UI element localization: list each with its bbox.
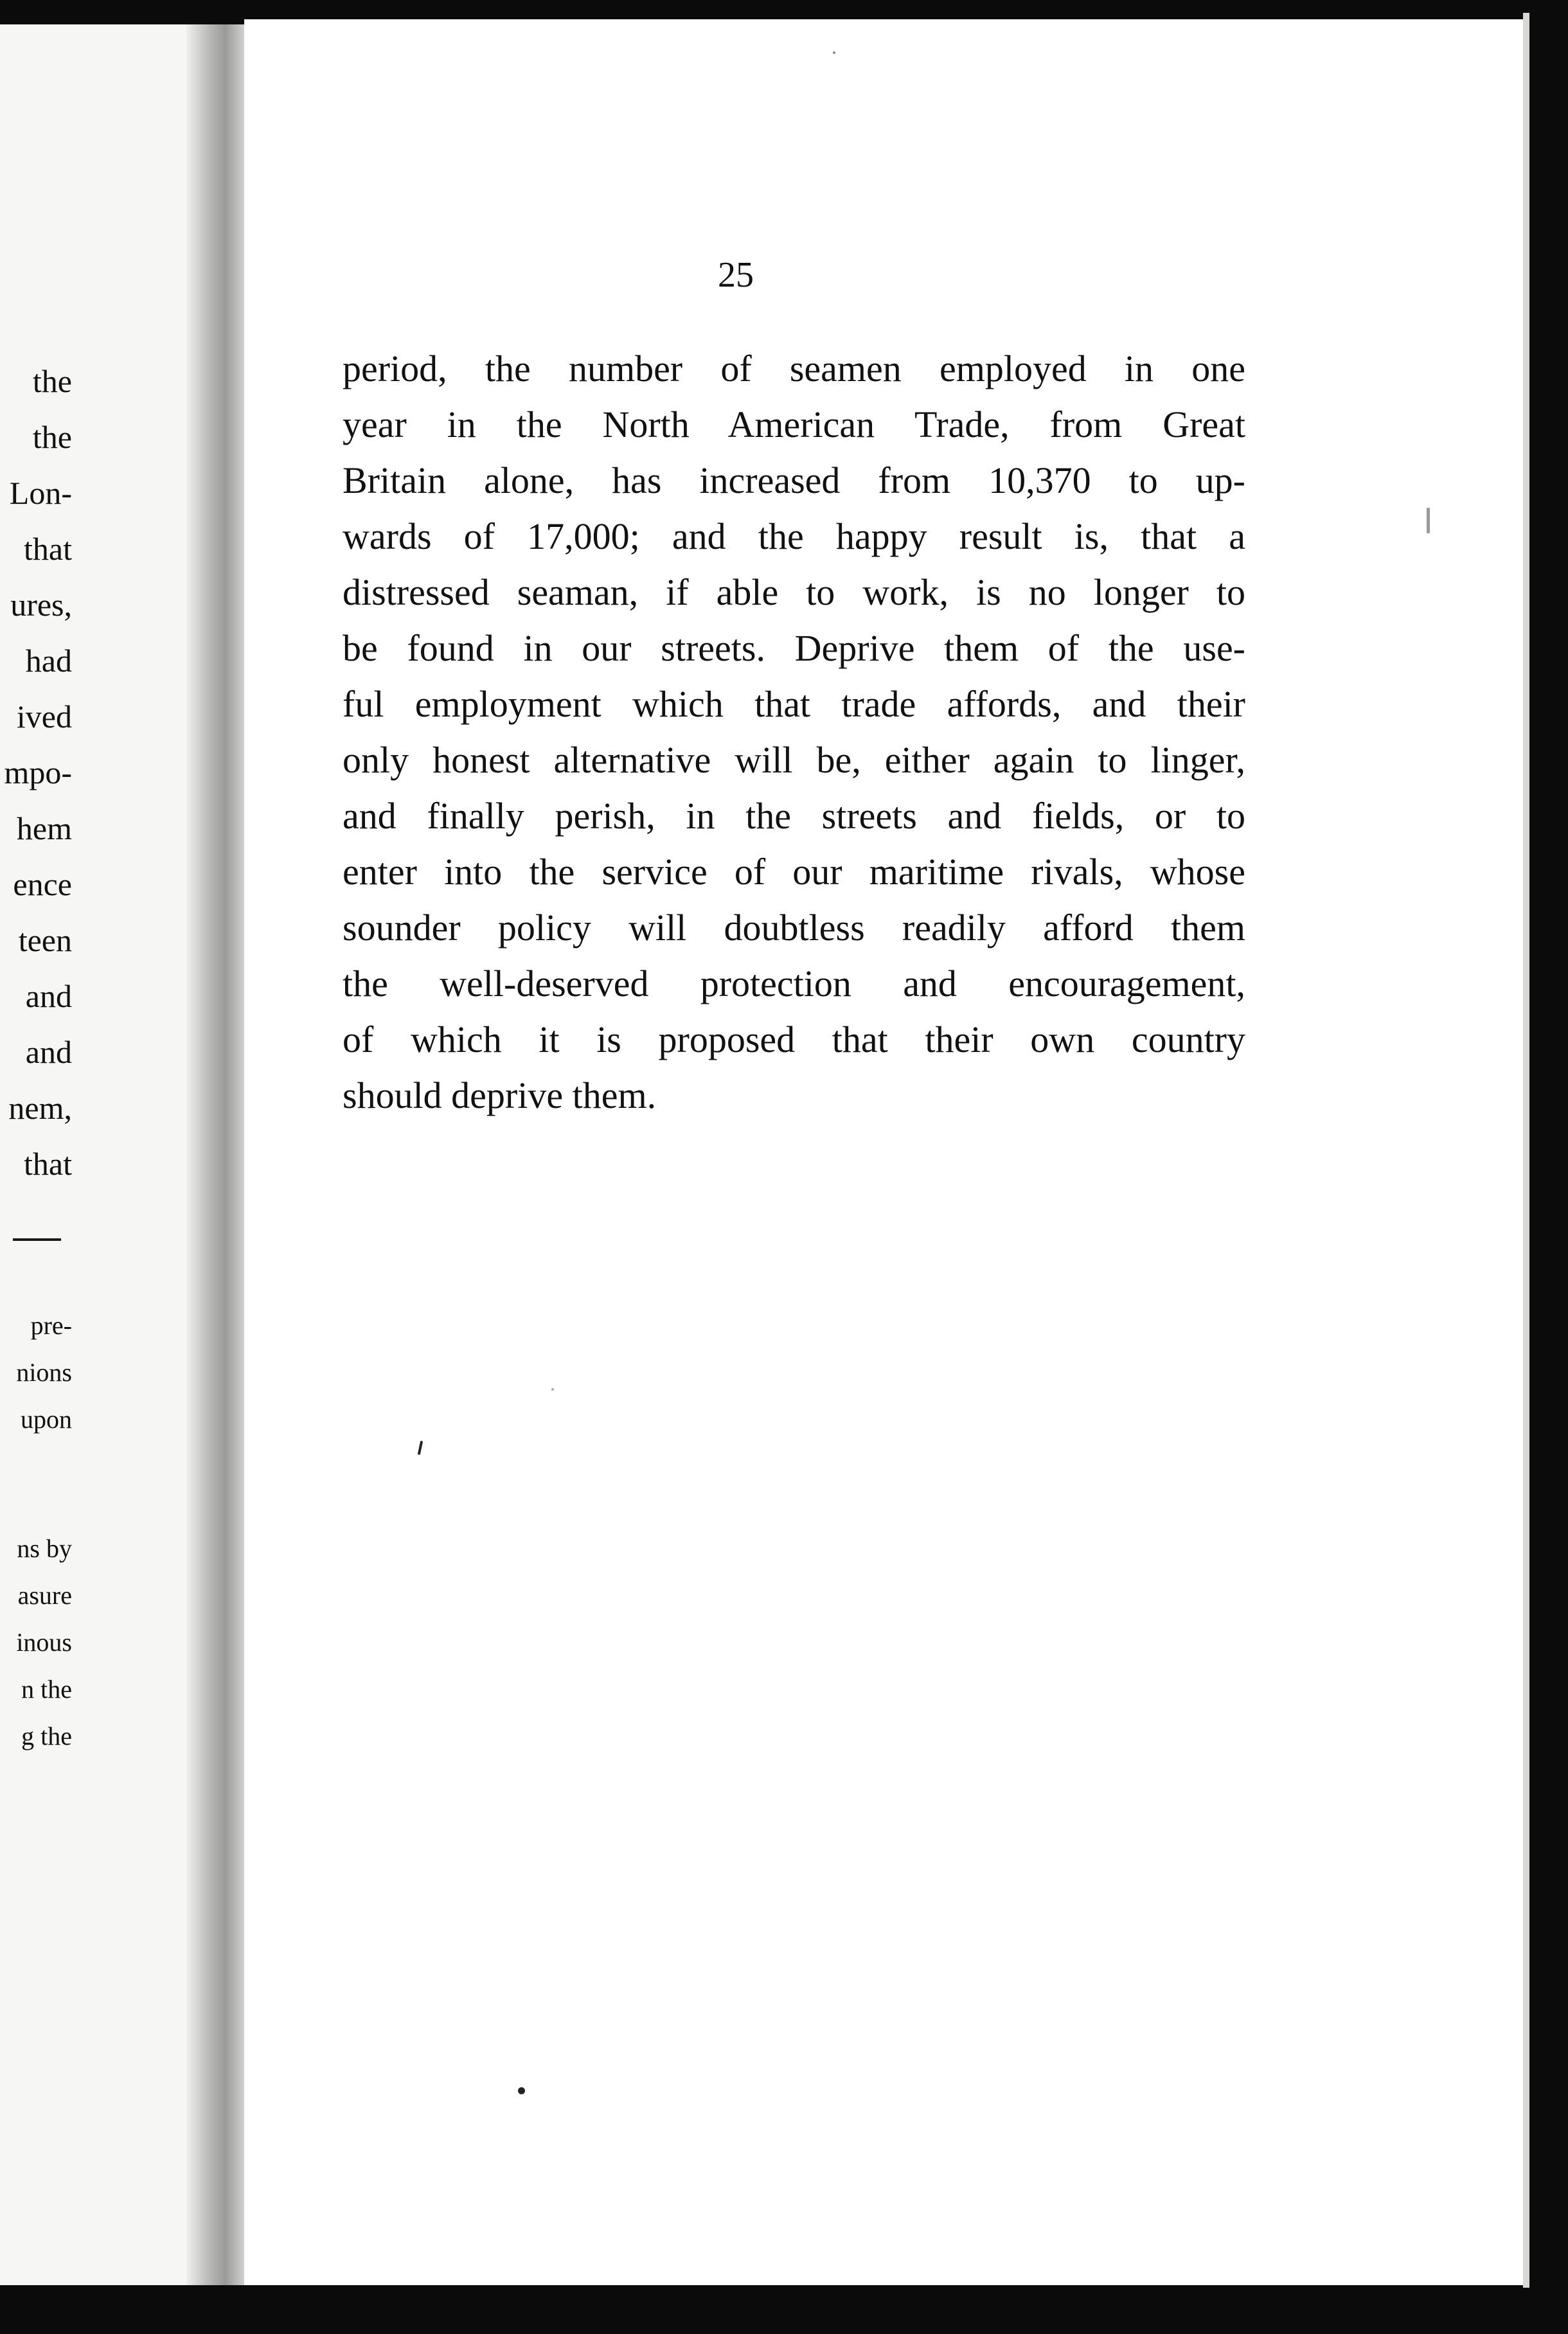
previous-page-footnote-line: g the — [21, 1722, 72, 1750]
text-line: period, the number of seamen employed in one — [343, 348, 1245, 389]
previous-page-text-fragments — [0, 24, 72, 2285]
text-line: the well-deserved protection and encouragement, — [343, 963, 1245, 1004]
previous-page-line: ence — [13, 866, 72, 902]
previous-page-line: nem, — [8, 1090, 72, 1126]
previous-page-footnote-line: n the — [21, 1675, 72, 1704]
body-paragraph — [343, 341, 1245, 1123]
previous-page-footnote-line: upon — [21, 1405, 72, 1434]
text-line: Britain alone, has increased from 10,370 to up- — [343, 459, 1245, 501]
previous-page-line: and — [25, 1034, 72, 1070]
previous-page-footnote-line: pre- — [30, 1311, 72, 1340]
text-line: should deprive them. — [343, 1074, 657, 1116]
text-line: only honest alternative will be, either again to linger, — [343, 739, 1245, 781]
previous-page-line: had — [25, 643, 72, 679]
dust-speck — [551, 1388, 554, 1391]
page-edge — [1523, 13, 1529, 2288]
previous-page-line: the — [32, 363, 72, 399]
previous-page-line: teen — [18, 922, 72, 958]
text-line: wards of 17,000; and the happy result is, that a — [343, 515, 1245, 557]
previous-page-line: ived — [16, 699, 72, 735]
previous-page-line: that — [24, 531, 72, 567]
text-line: and finally perish, in the streets and fields, or to — [343, 795, 1245, 837]
text-line: enter into the service of our maritime rivals, whose — [343, 851, 1245, 893]
dust-speck — [518, 2087, 525, 2094]
footnote-rule — [13, 1238, 61, 1241]
text-line: sounder policy will doubtless readily afford them — [343, 907, 1245, 949]
dust-speck — [1427, 508, 1430, 533]
previous-page-footnote-line: ns by — [17, 1534, 72, 1563]
previous-page — [0, 24, 212, 2285]
scan-border — [1529, 0, 1568, 2334]
previous-page-line: hem — [16, 810, 72, 846]
text-line: ful employment which that trade affords, and their — [343, 683, 1245, 725]
previous-page-line: ures, — [10, 587, 72, 623]
previous-page-line: the — [32, 419, 72, 455]
previous-page-footnote-line: inous — [16, 1628, 72, 1657]
previous-page-line: that — [24, 1146, 72, 1182]
previous-page-line: mpo- — [4, 754, 72, 790]
text-line: of which it is proposed that their own country — [343, 1019, 1245, 1060]
previous-page-footnote-line: nions — [16, 1358, 72, 1387]
previous-page-footnote-line: asure — [17, 1581, 72, 1610]
text-line: year in the North American Trade, from Great — [343, 404, 1245, 445]
previous-page-line: Lon- — [9, 475, 72, 511]
dust-speck — [833, 51, 835, 54]
previous-page-line: and — [25, 978, 72, 1014]
page-number: 25 — [718, 255, 754, 295]
text-line: distressed seaman, if able to work, is no longer to — [343, 571, 1245, 613]
text-line: be found in our streets. Deprive them of the use- — [343, 627, 1245, 669]
